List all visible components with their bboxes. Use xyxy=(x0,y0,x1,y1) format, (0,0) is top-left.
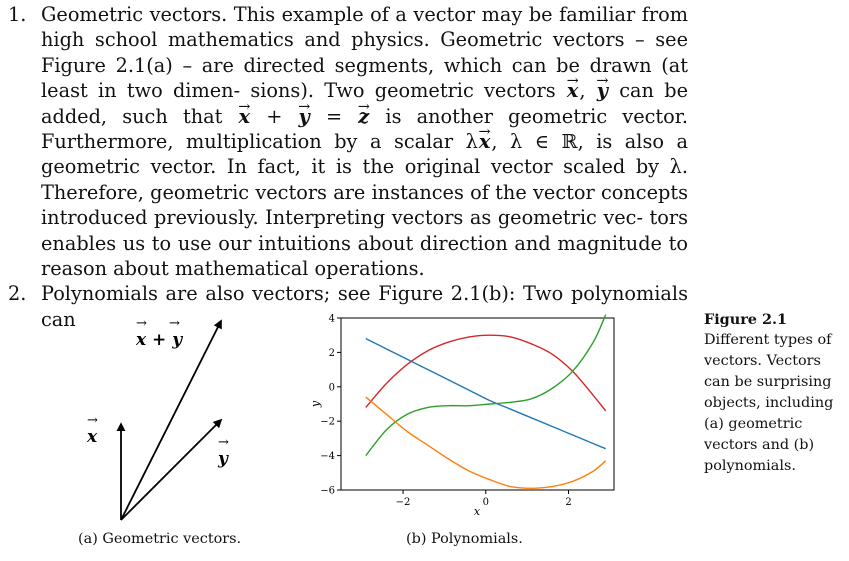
numbered-list xyxy=(8,2,688,332)
figure-a-geometric-vectors xyxy=(40,305,300,555)
label-y: y xyxy=(218,449,228,469)
label-sum: x + y xyxy=(136,330,183,350)
math-equals: = xyxy=(310,104,358,128)
x-tick-label-1: 0 xyxy=(482,497,489,508)
series-lines xyxy=(366,315,606,489)
list-number-1: 1. xyxy=(8,3,27,26)
figure-label: Figure 2.1 xyxy=(704,311,787,328)
x-tick-label-2: 2 xyxy=(565,497,572,508)
list-item-1 xyxy=(8,2,688,281)
figure-b-polynomials-chart xyxy=(305,305,625,555)
math-lambda: λ xyxy=(465,130,478,154)
series-line-0 xyxy=(366,339,606,449)
y-axis-label: y xyxy=(309,400,322,408)
label-x: x xyxy=(87,427,98,447)
series-line-3 xyxy=(366,397,606,488)
label-y-arrow: → xyxy=(218,435,229,450)
y-tick-label-3: −2 xyxy=(320,416,335,428)
math-comma: , xyxy=(579,79,596,103)
y-tick-label-4: −4 xyxy=(320,451,335,463)
vector-x-sum: → x xyxy=(238,104,252,129)
item-1-part-2: can be added, such that xyxy=(41,79,688,128)
item-1-text xyxy=(41,2,688,281)
vector-y-sum: → y xyxy=(298,104,311,129)
x-axis-label: x xyxy=(473,505,481,518)
y-tick-label-5: −6 xyxy=(320,485,335,497)
list-number-2: 2. xyxy=(8,282,27,306)
label-sum-arrow-x: → xyxy=(136,316,147,331)
vector-y-arrow xyxy=(121,420,221,520)
figure-a-caption: (a) Geometric vectors. xyxy=(78,531,242,547)
item-1-part-4: , is also a geometric vector. In fact, it is the original vector scaled by λ. Therefore, geometric vectors are instances of the vector concepts introduced previously. Interpreting vectors as geometric vec- tors enables us to use our intuitions about direction and magnitude to reason about mathematical operations. xyxy=(41,130,688,281)
vector-x: → x xyxy=(566,78,580,103)
figure-description: Different types of vectors. Vectors can be surprising objects, including (a) geometric vectors and (b) polynomials. xyxy=(704,332,834,474)
item-2-text: Polynomials are also vectors; see Figure 2.1(b): Two polynomials can xyxy=(41,282,688,331)
item-1-part-1: Geometric vectors. This example of a vector may be familiar from high school mathematics and physics. Geometric vectors – see Figure 2.1(a) – are directed segments, which can be drawn (at least in two dimen- sions). Two geometric vectors xyxy=(41,3,688,103)
item-1-part-3: is another geometric vector. Furthermore, multiplication by a scalar xyxy=(41,104,688,154)
vector-z: → z xyxy=(357,104,370,129)
math-plus: + xyxy=(251,104,298,128)
y-tick-label-2: 0 xyxy=(328,382,335,394)
y-tick-label-0: 4 xyxy=(328,313,335,325)
math-lambda-in-r: , λ ∈ ℝ xyxy=(491,130,578,154)
label-x-arrow: → xyxy=(87,413,98,428)
vector-sum-arrow xyxy=(121,321,221,520)
figure-b-caption: (b) Polynomials. xyxy=(406,531,523,547)
label-sum-arrow-y: → xyxy=(169,316,180,331)
x-tick-label-0: −2 xyxy=(395,497,411,508)
vector-x-scaled: → x xyxy=(478,129,492,154)
plot-frame xyxy=(341,318,614,490)
side-caption xyxy=(704,309,846,477)
series-line-1 xyxy=(366,335,606,411)
vector-y: → y xyxy=(596,78,609,103)
y-tick-label-1: 2 xyxy=(328,347,335,359)
